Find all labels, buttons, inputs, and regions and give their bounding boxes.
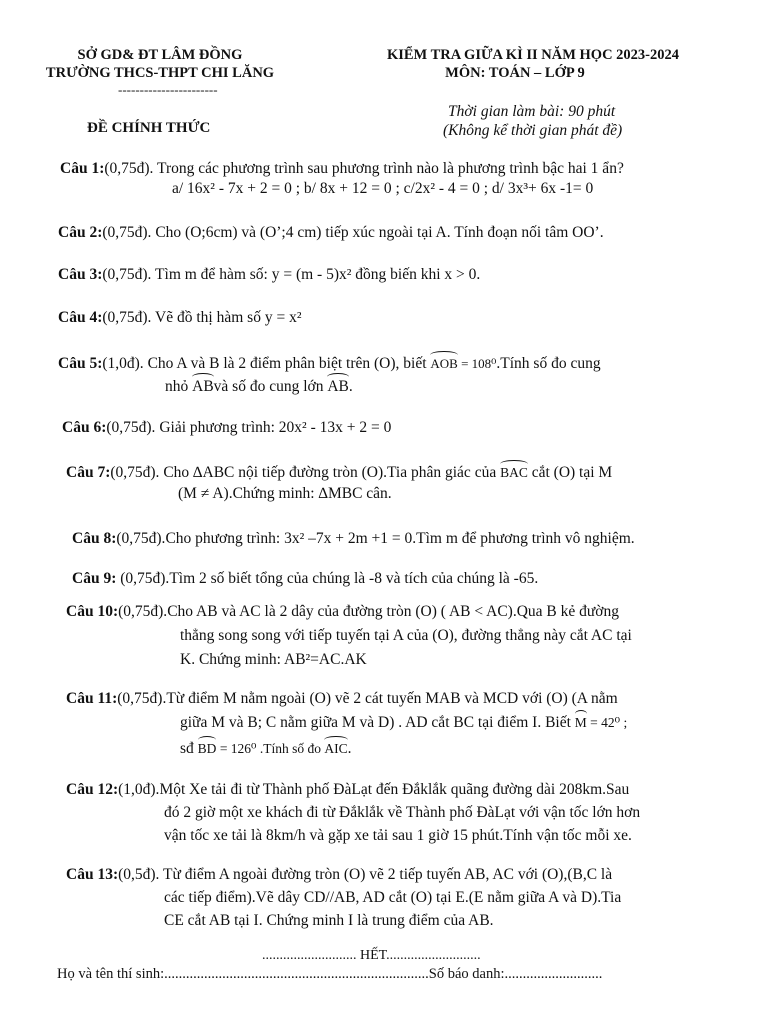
question-12-line3: vận tốc xe tải là 8km/h và gặp xe tải sau 1 giờ 15 phút.Tính vận tốc mỗi xe. [164, 827, 632, 844]
question-label: Câu 9: [72, 570, 117, 587]
question-label: Câu 3: [58, 266, 103, 283]
question-7 [66, 464, 612, 482]
text-part: . [347, 740, 352, 757]
school-name: TRƯỜNG THCS-THPT CHI LĂNG [45, 65, 275, 81]
question-5 [58, 355, 601, 373]
time-limit: Thời gian làm bài: 90 phút [448, 103, 616, 120]
question-11-line3 [180, 740, 351, 758]
question-label: Câu 10: [66, 603, 119, 620]
question-points: (0,75đ). [102, 309, 152, 326]
question-1-options: a/ 16x² - 7x + 2 = 0 ; b/ 8x + 12 = 0 ; c/2x² - 4 = 0 ; d/ 3x³+ 6x -1= 0 [172, 180, 594, 197]
question-text: Từ điểm A ngoài đường tròn (O) vẽ 2 tiếp tuyến AB, AC với (O),(B,C là [163, 866, 613, 883]
question-6 [62, 419, 391, 437]
question-text: Tìm m để hàm số: y = (m - 5)x² đồng biến khi x > 0. [155, 266, 481, 283]
question-label: Câu 8: [72, 530, 117, 547]
question-11-line2 [180, 714, 627, 732]
question-text: Cho ∆ABC nội tiếp đường tròn (O).Tia phân giác của [163, 464, 497, 481]
angle-aic: AIC [324, 741, 348, 756]
text-part: . [348, 378, 353, 395]
text-part: = 126⁰ .Tính số đo [216, 741, 325, 756]
question-13-line2: các tiếp điểm).Vẽ dây CD//AB, AD cắt (O) tại E.(E nằm giữa A và D).Tia [164, 889, 622, 906]
text-part: giữa M và B; C nằm giữa M và D) . AD cắt BC tại điểm I. Biết [180, 714, 575, 731]
question-11 [66, 690, 618, 708]
end-marker: ........................... HẾT........................... [262, 948, 481, 963]
question-points: (0,75đ). [102, 224, 152, 241]
text-part: sđ [180, 740, 198, 757]
question-points: (0,5đ). [118, 866, 160, 883]
angle-m: M [574, 715, 587, 730]
question-label: Câu 13: [66, 866, 119, 883]
question-4 [58, 309, 301, 327]
question-text: Cho AB và AC là 2 dây của đường tròn (O) ( AB < AC).Qua B kẻ đường [167, 603, 619, 620]
question-12-line2: đó 2 giờ một xe khách đi từ Đắklắk về Thành phố ĐàLạt với vận tốc lớn hơn [164, 804, 641, 821]
question-points: (0,75đ). [110, 464, 160, 481]
question-text-rest: cắt (O) tại M [531, 464, 613, 481]
question-label: Câu 6: [62, 419, 107, 436]
question-1 [60, 160, 624, 178]
question-text-rest: .Tính số đo cung [496, 355, 601, 372]
official-label: ĐỀ CHÍNH THỨC [87, 120, 211, 136]
question-label: Câu 1: [60, 160, 105, 177]
question-points: (0,75đ). [116, 570, 170, 587]
text-part: và số đo cung lớn [213, 378, 328, 395]
exam-title: KIỂM TRA GIỮA KÌ II NĂM HỌC 2023-2024 [386, 47, 680, 63]
question-5-line2 [165, 378, 353, 396]
question-12 [66, 781, 629, 799]
question-text: Cho A và B là 2 điểm phân biệt trên (O), biết [147, 355, 427, 372]
question-label: Câu 12: [66, 781, 119, 798]
question-points: (0,75đ). [104, 160, 154, 177]
arc-ab-major: AB [327, 378, 349, 395]
question-10-line3: K. Chứng minh: AB²=AC.AK [180, 651, 367, 668]
department-name: SỞ GD& ĐT LÂM ĐỒNG [77, 47, 243, 63]
question-text: Vẽ đồ thị hàm số y = x² [155, 309, 302, 326]
question-label: Câu 5: [58, 355, 103, 372]
candidate-info-line: Họ và tên thí sinh:.........................................................................Số báo danh:........................... [57, 966, 603, 982]
angle-bac: BAC [500, 465, 528, 480]
question-text: Cho (O;6cm) và (O’;4 cm) tiếp xúc ngoài tại A. Tính đoạn nối tâm OO’. [155, 224, 604, 241]
question-text: Tìm 2 số biết tổng của chúng là -8 và tích của chúng là -65. [169, 570, 539, 587]
question-text: Một Xe tải đi từ Thành phố ĐàLạt đến Đắklắk quãng đường dài 208km.Sau [159, 781, 630, 798]
question-points: (1,0đ). [102, 355, 144, 372]
question-9 [72, 570, 538, 588]
question-points: (0,75đ). [117, 690, 167, 707]
question-10 [66, 603, 619, 621]
question-2 [58, 224, 604, 242]
arc-ab-minor: AB [192, 378, 214, 395]
text-part: nhỏ [165, 378, 193, 395]
question-3 [58, 266, 480, 284]
angle-value: = 108⁰ [457, 356, 497, 371]
header-rule: ----------------------- [118, 82, 218, 97]
question-points: (1,0đ). [118, 781, 160, 798]
question-points: (0,75đ). [106, 419, 156, 436]
question-7-line2: (M ≠ A).Chứng minh: ∆MBC cân. [178, 485, 392, 502]
question-label: Câu 2: [58, 224, 103, 241]
question-label: Câu 4: [58, 309, 103, 326]
question-13 [66, 866, 612, 884]
time-note: (Không kể thời gian phát đề) [443, 122, 623, 139]
question-text: Cho phương trình: 3x² –7x + 2m +1 = 0.Tìm m để phương trình vô nghiệm. [165, 530, 635, 547]
question-label: Câu 11: [66, 690, 118, 707]
question-text: Trong các phương trình sau phương trình nào là phương trình bậc hai 1 ẩn? [157, 160, 624, 177]
question-text: Giải phương trình: 20x² - 13x + 2 = 0 [159, 419, 392, 436]
question-10-line2: thẳng song song với tiếp tuyến tại A của (O), đường thẳng này cắt AC tại [180, 627, 632, 644]
question-text: Từ điểm M nằm ngoài (O) vẽ 2 cát tuyến MAB và MCD với (O) (A nằm [166, 690, 618, 707]
question-points: (0,75đ). [116, 530, 166, 547]
question-13-line3: CE cắt AB tại I. Chứng minh I là trung điểm của AB. [164, 912, 494, 929]
question-points: (0,75đ). [102, 266, 152, 283]
arc-bd: BD [197, 741, 217, 756]
question-points: (0,75đ). [118, 603, 168, 620]
question-label: Câu 7: [66, 464, 111, 481]
question-8 [72, 530, 635, 548]
angle-m-value: = 42⁰ ; [586, 715, 628, 730]
subject-title: MÔN: TOÁN – LỚP 9 [445, 65, 585, 81]
angle-aob: AOB [430, 356, 458, 371]
